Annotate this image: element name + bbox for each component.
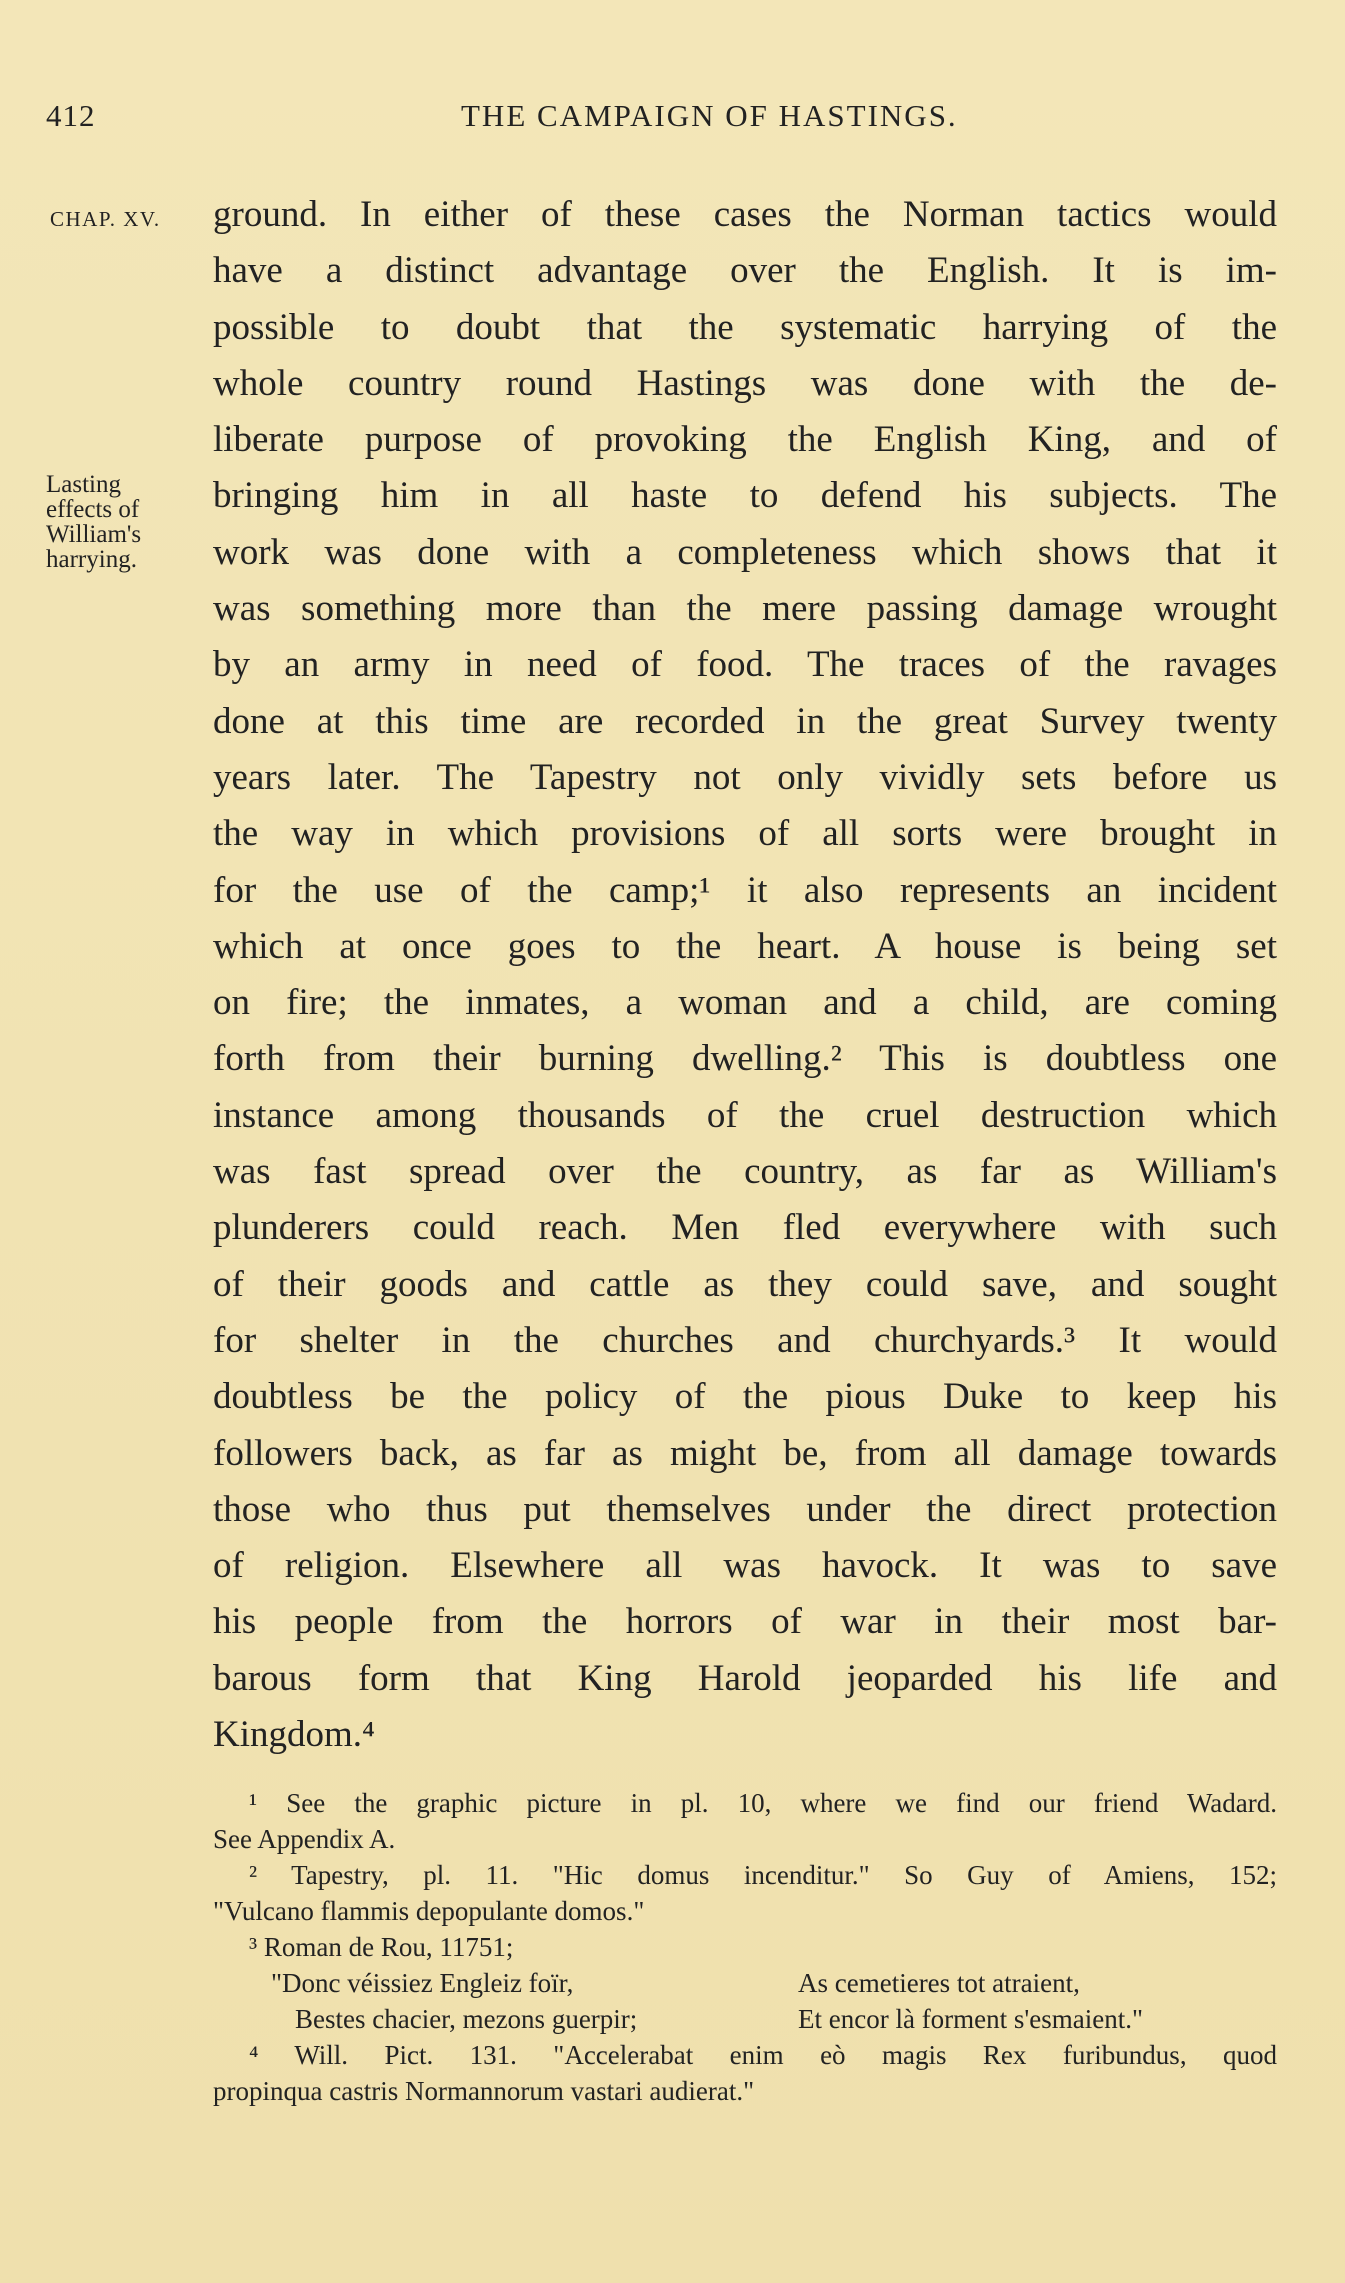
sidenote-line: harrying. <box>46 546 137 573</box>
text-line: ground. In either of these cases the Norman tactics would <box>213 194 1277 235</box>
page-header <box>46 98 1276 144</box>
running-title: THE CAMPAIGN OF HASTINGS. <box>461 98 958 133</box>
text-line: barous form that King Harold jeoparded his life and <box>213 1657 1277 1699</box>
main-text <box>213 187 1277 1763</box>
footnote-2: ² Tapestry, pl. 11. "Hic domus incenditur." So Guy of Amiens, 152; <box>249 1860 1277 1890</box>
text-line: the way in which provisions of all sorts were brought in <box>213 813 1277 855</box>
footnotes <box>213 1785 1277 2109</box>
text-line: those who thus put themselves under the direct protection <box>213 1488 1277 1530</box>
verse-right: As cemetieres tot atraient, <box>798 1968 1080 1998</box>
verse-line <box>213 2001 1277 2037</box>
text-line: was fast spread over the country, as far as William's <box>213 1151 1277 1193</box>
sidenote-line: William's <box>46 521 142 548</box>
verse-left: Bestes chacier, mezons guerpir; <box>295 2004 638 2034</box>
text-line: for shelter in the churches and churchyards.³ It would <box>213 1319 1277 1361</box>
chapter-label: CHAP. XV. <box>50 207 161 231</box>
verse-right: Et encor là forment s'esmaient." <box>798 2004 1144 2034</box>
margin-sidenote <box>46 472 216 572</box>
footnote-4: ⁴ Will. Pict. 131. "Accelerabat enim eò magis Rex furibundus, quod <box>249 2040 1277 2070</box>
verse-left: "Donc véissiez Engleiz foïr, <box>271 1968 574 1998</box>
footnote-2-cont: "Vulcano flammis depopulante domos." <box>213 1896 645 1926</box>
verse-line <box>213 1965 1277 2001</box>
text-line: doubtless be the policy of the pious Duke to keep his <box>213 1376 1277 1418</box>
text-line: bringing him in all haste to defend his subjects. The <box>213 475 1277 517</box>
footnote-1-cont: See Appendix A. <box>213 1824 396 1854</box>
text-line: Kingdom.⁴ <box>213 1714 375 1756</box>
footnote-4-cont: propinqua castris Normannorum vastari audierat." <box>213 2076 755 2106</box>
text-line: on fire; the inmates, a woman and a child, are coming <box>213 982 1277 1024</box>
text-line: of their goods and cattle as they could save, and sought <box>213 1263 1277 1305</box>
page-number: 412 <box>46 98 96 133</box>
sidenote-line: Lasting <box>46 471 121 498</box>
text-line: of religion. Elsewhere all was havock. It was to save <box>213 1545 1277 1587</box>
text-line: done at this time are recorded in the great Survey twenty <box>213 700 1277 742</box>
sidenote-line: effects of <box>46 496 140 523</box>
text-line: liberate purpose of provoking the English King, and of <box>213 419 1277 461</box>
text-line: for the use of the camp;¹ it also represents an incident <box>213 869 1277 911</box>
text-line: followers back, as far as might be, from all damage towards <box>213 1432 1277 1474</box>
text-line: work was done with a completeness which shows that it <box>213 531 1277 573</box>
footnote-3: ³ Roman de Rou, 11751; <box>249 1932 514 1962</box>
text-line: years later. The Tapestry not only vividly sets before us <box>213 756 1277 798</box>
text-line: his people from the horrors of war in their most bar- <box>213 1601 1277 1643</box>
text-line: possible to doubt that the systematic harrying of the <box>213 306 1277 348</box>
text-line: have a distinct advantage over the English. It is im- <box>213 250 1277 292</box>
text-line: whole country round Hastings was done with the de- <box>213 362 1277 404</box>
text-line: forth from their burning dwelling.² This is doubtless one <box>213 1038 1277 1080</box>
text-line: by an army in need of food. The traces of the ravages <box>213 644 1277 686</box>
text-line: instance among thousands of the cruel destruction which <box>213 1094 1277 1136</box>
footnote-1: ¹ See the graphic picture in pl. 10, where we find our friend Wadard. <box>249 1788 1277 1818</box>
text-line: plunderers could reach. Men fled everywhere with such <box>213 1207 1277 1249</box>
text-line: which at once goes to the heart. A house is being set <box>213 925 1277 967</box>
text-line: was something more than the mere passing damage wrought <box>213 588 1277 630</box>
